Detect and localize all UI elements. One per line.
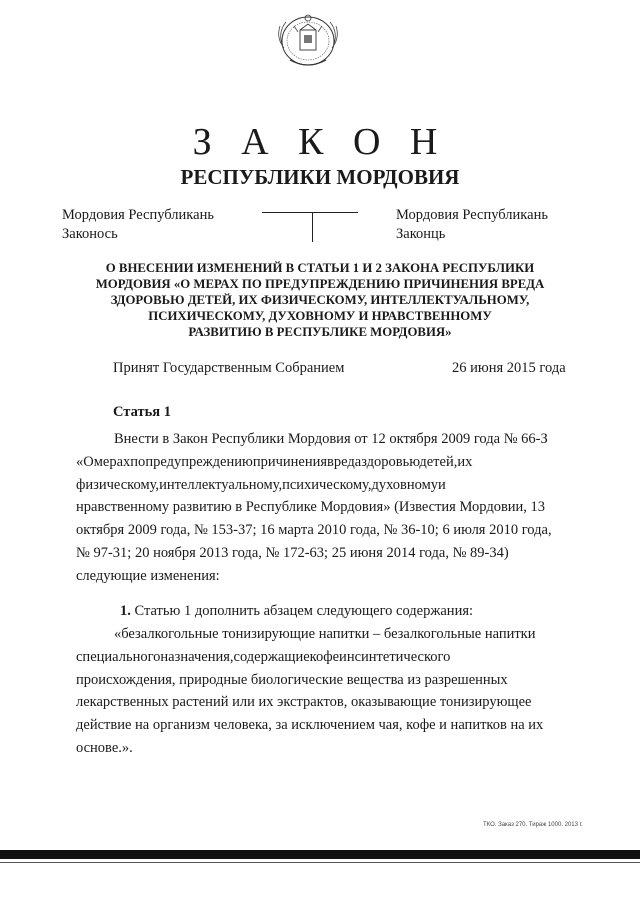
paragraph-line: октября 2009 года, № 153-37; 16 марта 2010 года, № 36-10; 6 июля 2010 года, bbox=[76, 522, 552, 539]
article-1-heading: Статья 1 bbox=[113, 404, 171, 420]
paragraph-word: здоровью bbox=[361, 453, 420, 470]
moksha-title-block bbox=[62, 206, 214, 244]
paragraph-word: интеллектуальному, bbox=[159, 476, 283, 493]
paragraph-word: духовному bbox=[371, 476, 439, 493]
paragraph-line: следующие изменения: bbox=[76, 567, 220, 584]
paragraph-line bbox=[76, 451, 579, 474]
paragraph-word: назначения, bbox=[160, 648, 234, 665]
paragraph-line: основе.». bbox=[76, 739, 133, 756]
republic-heading: РЕСПУБЛИКИ МОРДОВИЯ bbox=[180, 165, 460, 189]
paragraph-word: по bbox=[130, 453, 146, 470]
paragraph-word: предупреждению bbox=[145, 453, 253, 470]
paragraph-word: физическому, bbox=[76, 476, 160, 493]
paragraph-word: «О bbox=[76, 453, 94, 470]
paragraph-line: лекарственных растений или их экстрактов, оказывающие тонизирующее bbox=[76, 694, 532, 711]
law-title bbox=[80, 260, 560, 340]
paragraph-word: кофеин bbox=[309, 648, 355, 665]
moksha-title-line2: Законось bbox=[62, 226, 118, 242]
paragraph-word: содержащие bbox=[233, 648, 310, 665]
paragraph-word: психическому, bbox=[282, 476, 372, 493]
paragraph-line: действие на организм человека, за исключением чая, кофе и напитков на их bbox=[76, 717, 544, 734]
law-heading: З А К О Н bbox=[192, 121, 448, 163]
erzya-title-line2: Законць bbox=[396, 226, 446, 242]
paragraph-word: специального bbox=[76, 648, 161, 665]
paragraph-line: № 97-31; 20 ноября 2013 года, № 172-63; 25 июня 2014 года, № 89-34) bbox=[76, 544, 509, 561]
paragraph-word: детей, bbox=[419, 453, 458, 470]
scan-edge-line bbox=[0, 862, 640, 863]
paragraph-line bbox=[76, 646, 579, 669]
erzya-title-line1: Мордовия Республикань bbox=[396, 207, 548, 223]
paragraph-line: происхождения, природные биологические вещества из разрешенных bbox=[76, 671, 508, 688]
amendment-item-1 bbox=[120, 600, 473, 623]
registration-number-line bbox=[262, 212, 358, 242]
registration-line-vertical bbox=[312, 212, 313, 242]
article-1-paragraph bbox=[76, 428, 579, 588]
law-title-line: ПСИХИЧЕСКОМУ, ДУХОВНОМУ И НРАВСТВЕННОМУ bbox=[148, 309, 492, 323]
adopted-date: 26 июня 2015 года bbox=[452, 360, 566, 376]
scan-edge-bar bbox=[0, 850, 640, 859]
paragraph-word: причинения bbox=[252, 453, 328, 470]
law-title-line: О ВНЕСЕНИИ ИЗМЕНЕНИЙ В СТАТЬИ 1 И 2 ЗАКОНА РЕСПУБЛИКИ bbox=[105, 261, 535, 275]
amendment-definition-paragraph bbox=[76, 623, 579, 760]
moksha-title-line1: Мордовия Республикань bbox=[62, 207, 214, 223]
amendment-item-number: 1. bbox=[120, 603, 131, 619]
paragraph-line: «безалкогольные тонизирующие напитки – безалкогольные напитки bbox=[114, 626, 536, 642]
amendment-item-text: Статью 1 дополнить абзацем следующего содержания: bbox=[134, 603, 474, 619]
registration-line-horizontal bbox=[262, 212, 358, 213]
paragraph-line: нравственному развитию в Республике Мордовия» (Известия Мордовии, 13 bbox=[76, 499, 546, 516]
coat-of-arms-emblem bbox=[268, 8, 348, 70]
law-title-line: МОРДОВИЯ «О МЕРАХ ПО ПРЕДУПРЕЖДЕНИЮ ПРИЧИНЕНИЯ ВРЕДА bbox=[95, 277, 545, 291]
adopted-by-label: Принят Государственным Собранием bbox=[113, 360, 345, 376]
paragraph-word: синтетического bbox=[354, 648, 451, 665]
paragraph-word: мерах bbox=[93, 453, 131, 470]
paragraph-word: и bbox=[438, 476, 446, 493]
paragraph-line: Внести в Закон Республики Мордовия от 12 октября 2009 года № 66-З bbox=[114, 431, 548, 447]
print-run-mark: ТКО. Заказ 270. Тираж 1000. 2013 г. bbox=[483, 822, 583, 828]
paragraph-word: их bbox=[457, 453, 473, 470]
paragraph-word: вреда bbox=[327, 453, 362, 470]
law-title-line: ЗДОРОВЬЮ ДЕТЕЙ, ИХ ФИЗИЧЕСКОМУ, ИНТЕЛЛЕКТУАЛЬНОМУ, bbox=[110, 293, 530, 307]
erzya-title-block bbox=[396, 206, 548, 244]
paragraph-line bbox=[76, 474, 579, 497]
law-title-line: РАЗВИТИЮ В РЕСПУБЛИКЕ МОРДОВИЯ» bbox=[188, 325, 452, 339]
